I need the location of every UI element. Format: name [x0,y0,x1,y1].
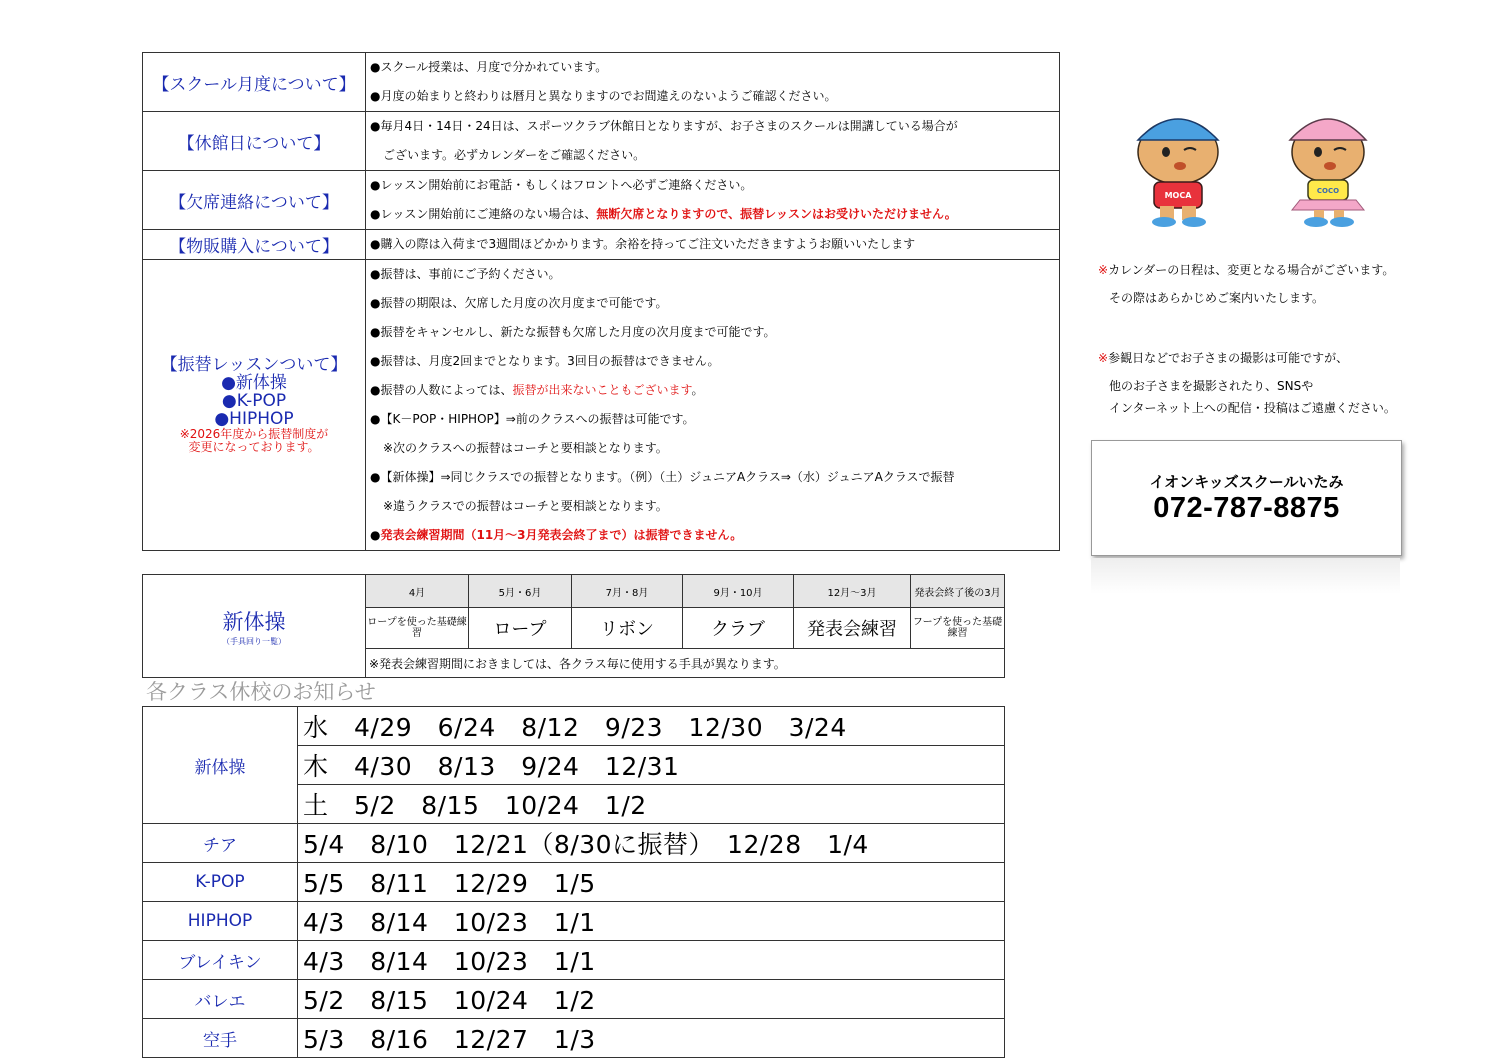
closure-dates: 4/3 8/14 10/23 1/1 [298,902,1005,941]
month-header: 12月～3月 [794,575,911,608]
info-heading: 【休館日について】 [143,112,366,171]
info-body [366,171,1060,230]
info-line-text: 。 [691,383,704,397]
info-line [370,82,1059,111]
closure-class-label: 空手 [143,1019,298,1058]
apparatus-item: リボン [572,608,683,649]
transfer-note: 変更になっております。 [188,440,320,454]
apparatus-item: 発表会練習 [794,608,911,649]
closure-dates: 5/4 8/10 12/21（8/30に振替） 12/28 1/4 [298,824,1005,863]
info-line [370,405,1059,434]
info-line-text: ●【新体操】⇒同じクラスでの振替となります。（例）（土）ジュニアAクラス⇒（水）ジュニアAクラスで振替 [370,470,955,484]
note-line: インターネット上への配信・投稿はご遠慮ください。 [1109,401,1396,415]
info-line [370,376,1059,405]
contact-box [1091,440,1402,556]
apparatus-item: フープを使った基礎練習 [911,608,1005,649]
closure-dates: 4/3 8/14 10/23 1/1 [298,941,1005,980]
info-body [366,230,1060,260]
transfer-class: ●K-POP [221,391,287,411]
mascot-shirt-text: COCO [1316,187,1340,195]
info-line-warning: 発表会練習期間（11月～3月発表会終了まで）は振替できません。 [380,528,743,542]
info-line-text: ●【K－POP・HIPHOP】⇒前のクラスへの振替は可能です。 [370,412,695,426]
info-row [143,260,1060,551]
info-line [370,200,1059,229]
note-mark: ※ [1098,351,1109,365]
info-row [143,53,1060,112]
info-line [370,260,1059,289]
info-line-text: ● [370,528,381,542]
note-line: その際はあらかじめご案内いたします。 [1109,291,1325,305]
info-line [370,171,1059,200]
apparatus-item: ロープを使った基礎練習 [366,608,469,649]
calendar-note [1098,259,1394,309]
closure-dates: 水 4/29 6/24 8/12 9/23 12/30 3/24 [298,707,1005,746]
info-line-text: ●毎月4日・14日・24日は、スポーツクラブ休館日となりますが、お子さまのスクールは開講している場合が [370,119,958,133]
info-line [370,347,1059,376]
transfer-note: ※2026年度から振替制度が [179,427,329,441]
month-header: 4月 [366,575,469,608]
closure-dates: 土 5/2 8/15 10/24 1/2 [298,785,1005,824]
apparatus-note: ※発表会練習期間におきましては、各クラス毎に使用する手具が異なります。 [366,649,1005,678]
photo-note [1098,347,1396,419]
transfer-class: ●HIPHOP [214,409,294,429]
info-line-text: ●振替の期限は、欠席した月度の次月度まで可能です。 [370,296,668,310]
info-line-text: ●購入の際は入荷まで3週間ほどかかります。余裕を持ってご注文いただきますようお願いいたします [370,237,916,251]
transfer-heading: 【振替レッスンついて】 [160,355,348,375]
closures-table [142,706,1005,1058]
apparatus-title-cell [143,575,366,678]
closure-dates: 木 4/30 8/13 9/24 12/31 [298,746,1005,785]
closures-heading: 各クラス休校のお知らせ [146,680,376,704]
note-line: 参観日などでお子さまの撮影は可能ですが、 [1108,351,1349,365]
info-line-text: ●振替の人数によっては、 [370,383,513,397]
apparatus-title: 新体操 [222,609,286,634]
phone-number: 072-787-8875 [1153,492,1340,524]
info-line [370,289,1059,318]
info-line [370,434,1059,463]
info-line-text: ※違うクラスでの振替はコーチと要相談となります。 [383,499,668,513]
info-line [370,141,1059,170]
mascot-cap [1138,119,1218,140]
info-line [370,318,1059,347]
info-line [370,53,1059,82]
info-line [370,112,1059,141]
closure-class-label: K-POP [143,863,298,902]
transfer-heading-cell [143,260,366,551]
closure-class-label: チア [143,824,298,863]
info-line-text: ●レッスン開始前にご連絡のない場合は、 [370,207,597,221]
mascot-hat [1290,119,1366,140]
month-header: 9月・10月 [683,575,794,608]
info-row [143,230,1060,260]
info-line-text: ●レッスン開始前にお電話・もしくはフロントへ必ずご連絡ください。 [370,178,753,192]
info-heading: 【スクール月度について】 [143,53,366,112]
info-line [370,521,1059,550]
apparatus-item: ロープ [469,608,572,649]
transfer-class: ●新体操 [221,373,287,393]
note-line: カレンダーの日程は、変更となる場合がございます。 [1108,263,1395,277]
school-name: イオンキッズスクールいたみ [1149,473,1344,491]
info-row [143,171,1060,230]
contact-box-reflection [1091,558,1400,594]
info-row [143,112,1060,171]
info-line-text: ございます。必ずカレンダーをご確認ください。 [383,148,646,162]
mascot-coco [1290,119,1366,227]
info-body [366,53,1060,112]
closure-class-label: バレエ [143,980,298,1019]
apparatus-item: クラブ [683,608,794,649]
info-line-text: ●スクール授業は、月度で分かれています。 [370,60,608,74]
note-line: 他のお子さまを撮影されたり、SNSや [1109,379,1314,393]
closure-class-label: ブレイキン [143,941,298,980]
info-line-warning: 無断欠席となりますので、振替レッスンはお受けいただけません。 [596,207,957,221]
closure-dates: 5/3 8/16 12/27 1/3 [298,1019,1005,1058]
info-line-highlight: 振替が出来ないこともございます [512,383,692,397]
info-line [370,492,1059,521]
apparatus-table [142,574,1005,678]
info-line-text: ●振替をキャンセルし、新たな振替も欠席した月度の次月度まで可能です。 [370,325,776,339]
info-heading: 【欠席連絡について】 [143,171,366,230]
mascot-moca [1138,119,1218,227]
closure-dates: 5/5 8/11 12/29 1/5 [298,863,1005,902]
closure-class-label: HIPHOP [143,902,298,941]
mascot-shirt-text: MOCA [1164,191,1192,200]
info-line-text: ※次のクラスへの振替はコーチと要相談となります。 [383,441,668,455]
mascot-illustrations [1120,100,1410,230]
month-header: 発表会終了後の3月 [911,575,1005,608]
info-heading: 【物販購入について】 [143,230,366,260]
apparatus-subtitle: （手具回り一覧） [222,636,286,646]
month-header: 5月・6月 [469,575,572,608]
info-line-text: ●振替は、事前にご予約ください。 [370,267,561,281]
info-line [370,230,1059,259]
closure-class-label: 新体操 [143,707,298,824]
info-table [142,52,1060,551]
info-body [366,112,1060,171]
note-mark: ※ [1098,263,1109,277]
info-line [370,463,1059,492]
closure-dates: 5/2 8/15 10/24 1/2 [298,980,1005,1019]
info-line-text: ●月度の始まりと終わりは暦月と異なりますのでお間違えのないようご確認ください。 [370,89,837,103]
month-header: 7月・8月 [572,575,683,608]
info-line-text: ●振替は、月度2回までとなります。3回目の振替はできません。 [370,354,720,368]
info-body [366,260,1060,551]
